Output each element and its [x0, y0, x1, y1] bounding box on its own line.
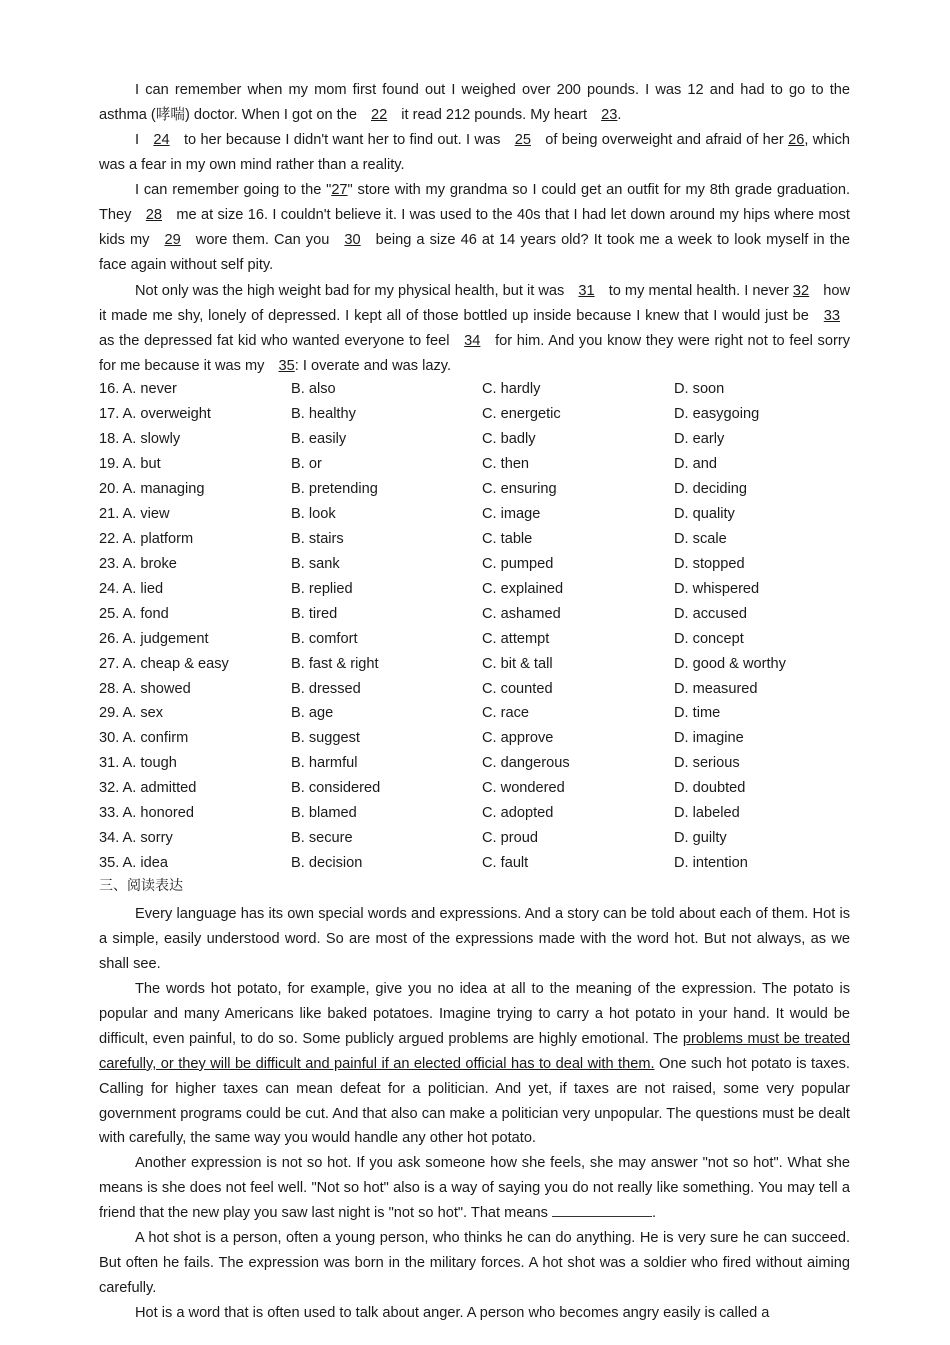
option-b[interactable]: B. fast & right [291, 656, 379, 672]
option-b[interactable]: B. sank [291, 556, 340, 572]
blank-26[interactable]: 26 [788, 132, 805, 148]
option-d[interactable]: D. measured [674, 681, 758, 697]
option-c[interactable]: C. ashamed [482, 606, 561, 622]
option-c[interactable]: C. badly [482, 431, 536, 447]
option-d[interactable]: D. stopped [674, 556, 745, 572]
option-c[interactable]: C. energetic [482, 406, 561, 422]
question-row-31 [99, 752, 850, 774]
option-b[interactable]: B. also [291, 381, 336, 397]
question-row-27 [99, 653, 850, 675]
option-d[interactable]: D. and [674, 456, 717, 472]
option-c[interactable]: C. explained [482, 581, 564, 597]
passage2-paragraph-4: A hot shot is a person, often a young person, who thinks he can do anything. He is very sure he can succeed. But often he fails. The expression was born in the military forces. A hot shot was a soldier who fired without aiming carefully. [99, 1230, 850, 1296]
option-a[interactable]: 20. A. managing [99, 481, 205, 497]
option-d[interactable]: D. deciding [674, 481, 748, 497]
option-d[interactable]: D. labeled [674, 805, 740, 821]
option-b[interactable]: B. harmful [291, 755, 358, 771]
blank-29[interactable]: 29 [164, 231, 181, 248]
question-row-30 [99, 727, 850, 749]
option-c[interactable]: C. attempt [482, 631, 550, 647]
option-a[interactable]: 25. A. fond [99, 606, 169, 622]
blank-31[interactable]: 31 [578, 283, 595, 299]
question-row-24 [99, 578, 850, 600]
option-c[interactable]: C. approve [482, 730, 554, 746]
option-d[interactable]: D. accused [674, 606, 748, 622]
option-a[interactable]: 21. A. view [99, 506, 170, 522]
option-b[interactable]: B. look [291, 506, 336, 522]
option-d[interactable]: D. serious [674, 755, 740, 771]
passage2-paragraph-3: Another expression is not so hot. If you ask someone how she feels, she may answer "not so hot". What she means is she does not feel well. "Not so hot" also is a way of saying you do not really like something. You may tell a friend that the new play you saw last night is "not so hot". That means . [99, 1155, 850, 1221]
option-c[interactable]: C. bit & tall [482, 656, 553, 672]
option-b[interactable]: B. pretending [291, 481, 378, 497]
question-row-25 [99, 603, 850, 625]
blank-35[interactable]: 35 [278, 357, 295, 374]
question-row-21 [99, 503, 850, 525]
option-c[interactable]: C. counted [482, 681, 553, 697]
option-b[interactable]: B. suggest [291, 730, 360, 746]
passage1-paragraph-4: Not only was the high weight bad for my physical health, but it was 31 to my mental health. I never 32 how it made me shy, lonely of depressed. I kept all of those bottled up inside because I knew that I would just be 33 as the depressed fat kid who wanted everyone to feel 34 for him. And you know they were right not to feel sorry for me because it was my 35: I overate and was lazy. [99, 283, 850, 374]
option-d[interactable]: D. imagine [674, 730, 744, 746]
option-a[interactable]: 26. A. judgement [99, 631, 209, 647]
question-row-34 [99, 827, 850, 849]
question-row-19 [99, 453, 850, 475]
option-c[interactable]: C. image [482, 506, 541, 522]
question-row-33 [99, 802, 850, 824]
underlined-sentence: problems must be treated carefully, or they will be difficult and painful if an elected official has to deal with them. [99, 1030, 851, 1072]
blank-32[interactable]: 32 [792, 283, 810, 299]
blank-34[interactable]: 34 [464, 332, 481, 349]
blank-30[interactable]: 30 [344, 231, 361, 248]
option-c[interactable]: C. proud [482, 830, 538, 846]
option-c[interactable]: C. ensuring [482, 481, 557, 497]
option-a[interactable]: 17. A. overweight [99, 406, 211, 422]
option-d[interactable]: D. intention [674, 855, 748, 871]
option-d[interactable]: D. time [674, 705, 721, 721]
option-a[interactable]: 29. A. sex [99, 705, 164, 721]
question-row-29 [99, 702, 850, 724]
passage1-paragraph-2: I 24 to her because I didn't want her to find out. I was 25 of being overweight and afraid of her 26, which was a fear in my own mind rather than a reality. [99, 132, 851, 173]
passage2-paragraph-1: Every language has its own special words and expressions. And a story can be told about each of them. Hot is a simple, easily understood word. So are most of the expressions made with the word hot. But not always, as we shall see. [99, 906, 850, 972]
option-a[interactable]: 18. A. slowly [99, 431, 181, 447]
blank-27[interactable]: 27 [331, 182, 348, 198]
option-d[interactable]: D. concept [674, 631, 744, 647]
option-c[interactable]: C. pumped [482, 556, 554, 572]
option-a[interactable]: 27. A. cheap & easy [99, 656, 229, 672]
question-row-23 [99, 553, 850, 575]
option-d[interactable]: D. guilty [674, 830, 727, 846]
section-title: 三、阅读表达 [99, 878, 183, 894]
option-a[interactable]: 31. A. tough [99, 755, 177, 771]
option-b[interactable]: B. age [291, 705, 334, 721]
option-c[interactable]: C. wondered [482, 780, 565, 796]
question-row-20 [99, 478, 850, 500]
option-a[interactable]: 16. A. never [99, 381, 177, 397]
option-a[interactable]: 24. A. lied [99, 581, 164, 597]
option-b[interactable]: B. healthy [291, 406, 356, 422]
passage2-paragraph-2: The words hot potato, for example, give you no idea at all to the meaning of the expression. The potato is popular and many Americans like baked potatoes. Imagine trying to carry a hot potato in your hand. It would be difficult, even painful, to do so. Some publicly argued problems are highly emotional. The problems must be treated carefully, or they will be difficult and painful if an elected official has to deal with them. One such hot potato is taxes. Calling for higher taxes can mean defeat for a politician. And yet, if taxes are not raised, some very popular government programs could be cut. And that also can make a politician very unpopular. The questions must be dealt with carefully, the same way you would handle any other hot potato. [99, 981, 851, 1147]
option-d[interactable]: D. soon [674, 381, 725, 397]
option-b[interactable]: B. secure [291, 830, 353, 846]
question-row-26 [99, 628, 850, 650]
blank-33[interactable]: 33 [823, 307, 840, 324]
option-b[interactable]: B. tired [291, 606, 338, 622]
option-a[interactable]: 22. A. platform [99, 531, 194, 547]
blank-22[interactable]: 22 [371, 106, 388, 123]
option-b[interactable]: B. considered [291, 780, 381, 796]
option-b[interactable]: B. dressed [291, 681, 361, 697]
answer-blank[interactable] [552, 1204, 652, 1217]
question-row-32 [99, 777, 850, 799]
option-c[interactable]: C. race [482, 705, 530, 721]
option-b[interactable]: B. comfort [291, 631, 358, 647]
option-b[interactable]: B. or [291, 456, 322, 472]
option-a[interactable]: 19. A. but [99, 456, 161, 472]
option-d[interactable]: D. quality [674, 506, 735, 522]
blank-24[interactable]: 24 [153, 132, 170, 148]
option-a[interactable]: 33. A. honored [99, 805, 194, 821]
option-a[interactable]: 23. A. broke [99, 556, 177, 572]
option-b[interactable]: B. stairs [291, 531, 344, 547]
option-d[interactable]: D. easygoing [674, 406, 760, 422]
blank-23[interactable]: 23 [601, 106, 618, 123]
option-c[interactable]: C. dangerous [482, 755, 570, 771]
question-row-35 [99, 852, 850, 874]
option-a[interactable]: 32. A. admitted [99, 780, 197, 796]
passage2-paragraph-5: Hot is a word that is often used to talk about anger. A person who becomes angry easily is called a [135, 1305, 770, 1321]
option-d[interactable]: D. doubted [674, 780, 746, 796]
option-c[interactable]: C. adopted [482, 805, 554, 821]
blank-28[interactable]: 28 [145, 206, 163, 223]
option-a[interactable]: 35. A. idea [99, 855, 168, 871]
option-c[interactable]: C. hardly [482, 381, 541, 397]
option-d[interactable]: D. good & worthy [674, 656, 786, 672]
question-row-28 [99, 678, 850, 700]
passage1-paragraph-3: I can remember going to the "27" store with my grandma so I could get an outfit for my 8th grade graduation. They 28 me at size 16. I couldn't believe it. I was used to the 40s that I had let down around my hips where most kids my 29 wore them. Can you 30 being a size 46 at 14 years old? It took me a week to look myself in the face again without self pity. [99, 182, 850, 273]
passage1-paragraph-1: I can remember when my mom first found out I weighed over 200 pounds. I was 12 and had to go to the asthma (哮喘) doctor. When I got on the 22 it read 212 pounds. My heart 23. [99, 82, 850, 123]
option-c[interactable]: C. fault [482, 855, 529, 871]
option-a[interactable]: 30. A. confirm [99, 730, 189, 746]
option-a[interactable]: 34. A. sorry [99, 830, 173, 846]
option-b[interactable]: B. easily [291, 431, 347, 447]
question-row-16 [99, 378, 850, 400]
option-b[interactable]: B. decision [291, 855, 363, 871]
question-row-22 [99, 528, 850, 550]
option-d[interactable]: D. whispered [674, 581, 760, 597]
question-row-17 [99, 403, 850, 425]
option-a[interactable]: 28. A. showed [99, 681, 191, 697]
option-d[interactable]: D. scale [674, 531, 727, 547]
option-d[interactable]: D. early [674, 431, 725, 447]
blank-25[interactable]: 25 [514, 132, 531, 148]
option-c[interactable]: C. then [482, 456, 530, 472]
option-c[interactable]: C. table [482, 531, 533, 547]
option-b[interactable]: B. replied [291, 581, 353, 597]
option-b[interactable]: B. blamed [291, 805, 357, 821]
question-row-18 [99, 428, 850, 450]
